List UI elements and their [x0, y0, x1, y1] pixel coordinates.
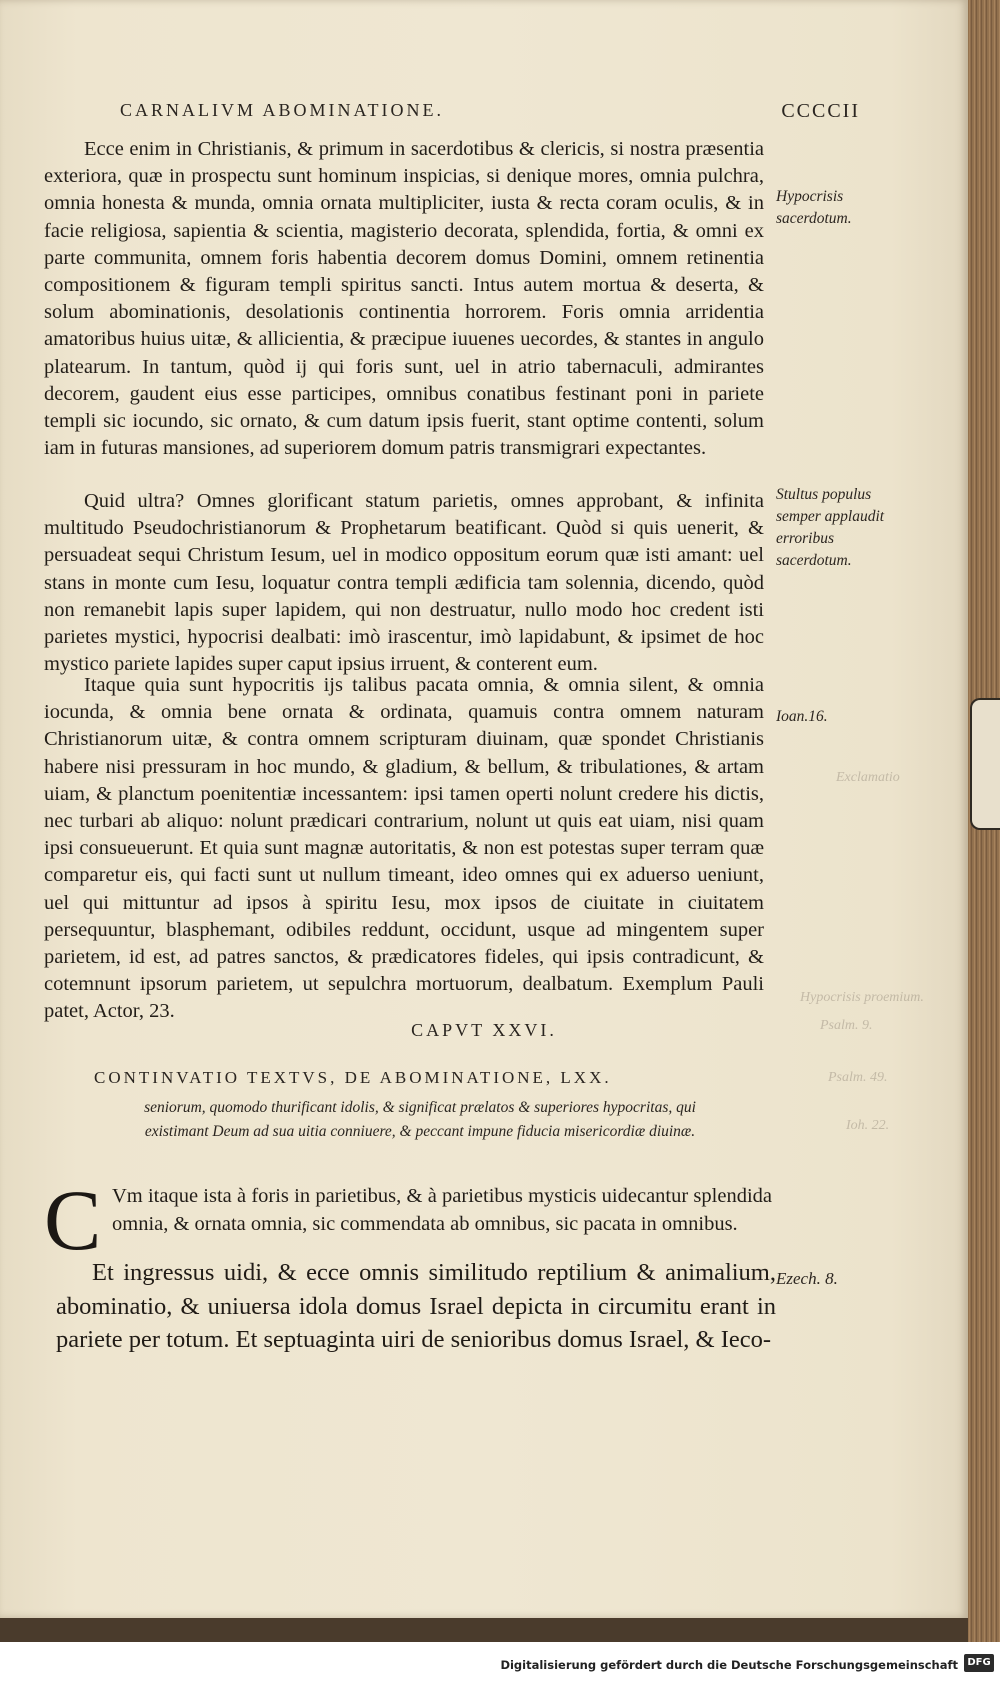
- marginal-note-ezechiel: Ezech. 8.: [776, 1269, 838, 1288]
- drop-cap: C: [44, 1172, 102, 1268]
- page-header: [120, 100, 860, 122]
- dfg-logo: DFG: [964, 1654, 994, 1672]
- page-number: CCCCII: [781, 100, 860, 122]
- chapter-continuation: CONTINVATIO TEXTVS, DE ABOMINATIONE, LXX.: [94, 1068, 612, 1087]
- paragraph-1: Ecce enim in Christianis, & primum in sacerdotibus & clericis, si nostra præsentia exteriora, quæ in prospectu sunt hominum inspicias, si denique mores, omnia pulchra, omnia honesta & munda, omnia ornata multipliciter, iusta & recta coram oculis, & in facie religiosa, sapientia & scientia, magisterio decorata, splendida, fortia, & omni ex parte communita, omnem foris habentia decorem domus Domini, omnem retinentia compositionem & figuram templi spiritus sancti. Intus autem mortua & deserta, & solum abominationis, desolationis continentia horrorem. Foris omnia arridentia amatoribus huius uitæ, & allicientia, & præcipue iuuenes uecordes, & stantes in angulo platearum. In tantum, quòd ij qui foris sunt, uel in atrio tabernaculi, admirantes decorem, gaudent eius esse participes, omnibus conatibus festinant poni in pariete templi sic iocundo, sic ornato, & cum datum ipsis fuerit, stant optime contenti, solum iam in futuras mansiones, ad superiorem domum patris transmigrari expectantes.: [44, 138, 764, 460]
- opening-paragraph: Vm itaque ista à foris in parietibus, & à parietibus mysticis uidecantur splendida omnia, & ornata omnia, sic commendata ab omnibus, sic pacata in omnibus.: [112, 1185, 772, 1235]
- bleed-note-2: Psalm. 9.: [820, 1018, 873, 1033]
- chapter-title: CAPVT XXVI.: [411, 1020, 557, 1040]
- page-tab: [970, 698, 1000, 830]
- marginal-note-2: Stultus populus semper applaudit erroribus sacerdotum.: [776, 486, 885, 569]
- chapter-summary: seniorum, quomodo thurificant idolis, & significat prælatos & superiores hypocritas, qui existimant Deum ad sua uitia conniuere, & peccant impune fiducia misericordiæ diuinæ.: [144, 1099, 696, 1140]
- scripture-quote: Et ingressus uidi, & ecce omnis similitudo reptilium & animalium, abominatio, & uniuersa idola domus Israel depicta in circumitu erant in pariete per totum. Et septuaginta uiri de senioribus domus Israel, & Ieco-: [56, 1259, 776, 1353]
- bleed-note-4: Ioh. 22.: [846, 1118, 890, 1133]
- digitization-credit: Digitalisierung gefördert durch die Deutsche Forschungsgemeinschaft: [500, 1658, 958, 1672]
- bleed-note-5: Exclamatio: [836, 770, 900, 785]
- paragraph-2: Quid ultra? Omnes glorificant statum parietis, omnes approbant, & infinita multitudo Pseudochristianorum & Prophetarum beatificant. Quòd si quis uenerit, & persuadeat sequi Christum Iesum, uel in modico oppositum eorum quæ isti amant: uel stans in monte cum Iesu, loquatur contra templi ædificia tam solennia, dicendo, quòd non remanebit lapis super lapidem, qui non destruatur, nullo modo hoc credent isti parietes mystici, hypocrisi dealbati: imò irascentur, imò lapidabunt, & ipsimet de hoc mystico pariete lapides super caput ipsius irruent, & conterent eum.: [44, 490, 764, 676]
- running-title: CARNALIVM ABOMINATIONE.: [120, 100, 444, 120]
- bleed-note-3: Psalm. 49.: [828, 1070, 888, 1085]
- marginal-note-3: Ioan.16.: [776, 708, 828, 725]
- paragraph-3: Itaque quia sunt hypocritis ijs talibus pacata omnia, & omnia silent, & omnia iocunda, & omnia bene ornata & ordinata, quamuis contra omnem naturam Christianorum uitæ, & contra omnem scripturam diuinam, quæ spondet Christianis habere nisi pressuram in hoc mundo, & gladium, & bellum, & tribulationes, & artam uiam, & planctum poenitentiæ incessantem: ipsi tamen operti nolunt credere his dictis, nec turbari ab aliquo: nolunt prædicari contrarium, nolunt ut quis eat uiam, nisi quam ipsi consueuerunt. Et quia sunt magnæ autoritatis, & non est potestas super terram quæ comparetur eis, qui facti sunt ut nullum timeant, ideo omnes qui ex aduerso ueniunt, uel qui mittuntur ad ipsos à spiritu Iesu, mox ipsos de ciuitate in ciuitatem persequuntur, blasphemant, odibiles reddunt, occidunt, usque ad mingentem super parietem, id est, ad patres sanctos, & prædicatores fideles, qui ipsis contradicunt, & cotemnunt ipsorum parietem, ut sepulchra mortuorum, dealbatum. Exemplum Pauli patet, Actor, 23.: [44, 674, 764, 1023]
- marginal-note-1: Hypocrisis sacerdotum.: [776, 188, 852, 227]
- bleed-note-1: Hypocrisis proemium.: [800, 990, 924, 1005]
